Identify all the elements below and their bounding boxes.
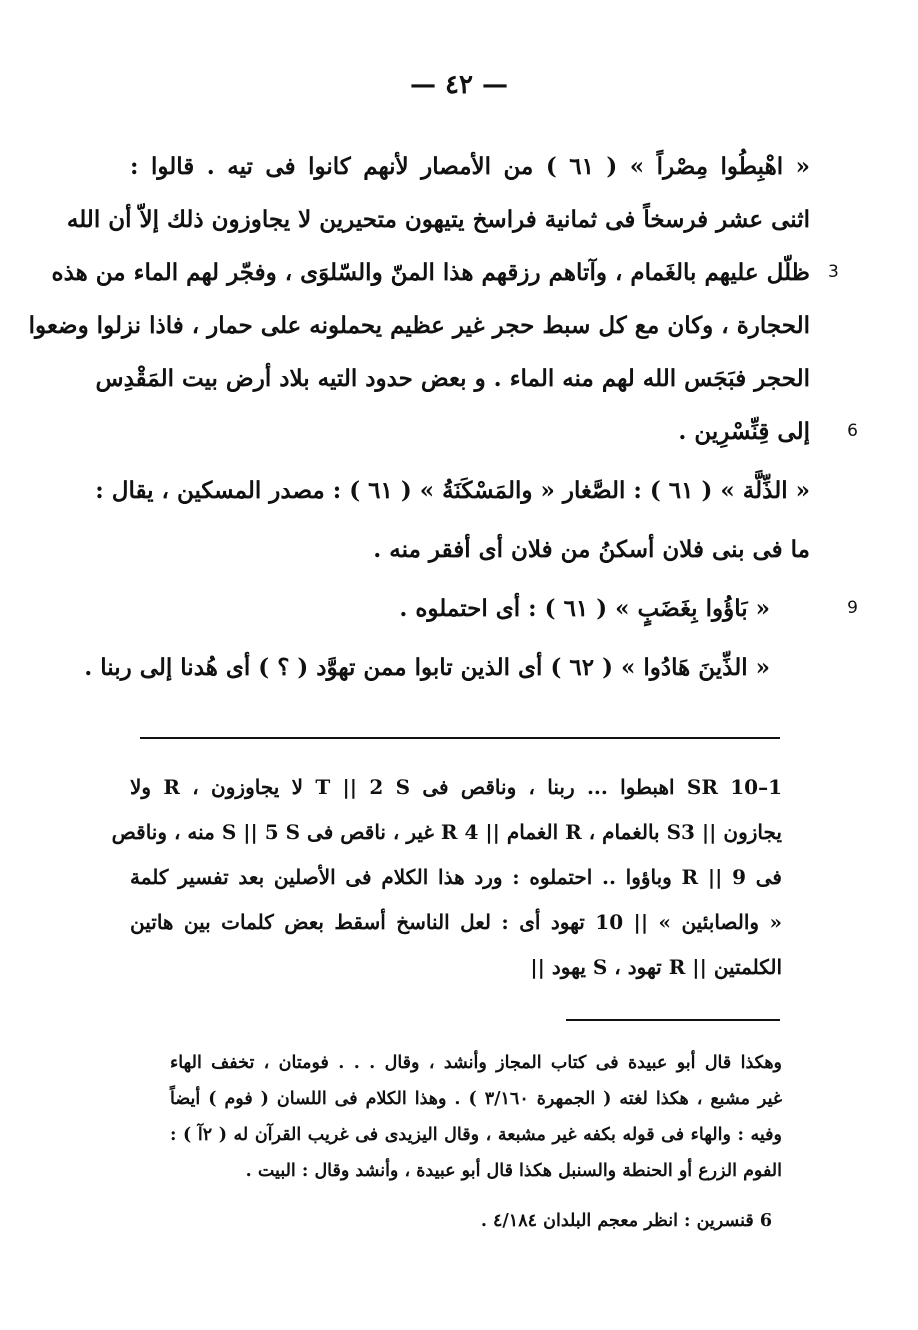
main-text-body: [28, 140, 858, 694]
line-number-marker: 9: [847, 598, 858, 618]
line-text: « اهْبِطُوا مِصْراً » ( ٦١ ) من الأمصار لأنهم كانوا فى تيه . قالوا :: [130, 153, 810, 180]
apparatus-separator-rule: [140, 737, 780, 739]
text-line: [28, 299, 810, 352]
page-number: — ٤٢ —: [409, 70, 509, 100]
text-line: [95, 464, 810, 517]
footnotes: [170, 1045, 782, 1239]
apparatus-line: يجازون || S3 بالغمام ، R الغمام || 4 R غير ، ناقص فى S || 5 S منه ، وناقص: [111, 820, 782, 844]
apparatus-line: فى R || 9 وباؤوا .. احتملوه : ورد هذا الكلام فى الأصلين بعد تفسير كلمة: [130, 865, 782, 889]
line-text: اثنى عشر فرسخاً فى ثمانية فراسخ يتيهون متحيرين لا يجاوزون ذلك إلاّ أن الله: [66, 206, 810, 233]
line-text: ظلّل عليهم بالغَمام ، وآتاهم رزقهم هذا المنّ والسّلوَى ، وفجّر لهم الماء من هذه: [51, 259, 810, 286]
apparatus-line: الكلمتين || R تهود ، S يهود ||: [530, 955, 782, 979]
line-text: الحجر فبَجَس الله لهم منه الماء . و بعض حدود التيه بلاد أرض بيت المَقْدِس: [95, 365, 810, 392]
apparatus-line: SR 10–1 اهبطوا ... ربنا ، وناقص فى T || 2 S لا يجاوزون ، R ولا: [130, 775, 783, 799]
text-line: [84, 641, 810, 694]
footnote-line: الفوم الزرع أو الحنطة والسنبل هكذا قال أبو عبيدة ، وأنشد وقال : البيت .: [245, 1161, 782, 1181]
line-text: الحجارة ، وكان مع كل سبط حجر غير عظيم يحملونه على حمار ، فاذا نزلوا وضعوا: [28, 312, 810, 339]
footnote-line: وهكذا قال أبو عبيدة فى كتاب المجاز وأنشد ، وقال . . . فومتان ، تخفف الهاء: [170, 1053, 782, 1073]
text-line: [130, 523, 810, 576]
critical-apparatus: [111, 765, 783, 990]
line-text: ما فى بنى فلان أسكنُ من فلان أى أفقر منه .: [373, 536, 810, 563]
line-text: « الذِّينَ هَادُوا » ( ٦٢ ) أى الذين تابوا ممن تهوَّد ( ؟ ) أى هُدنا إلى ربنا .: [84, 654, 770, 681]
line-number-marker: 3: [828, 262, 839, 282]
text-line: [130, 582, 858, 635]
text-line: [51, 246, 839, 299]
footnote-note: 6 قنسرين : انظر معجم البلدان ٤/١٨٤ .: [480, 1211, 772, 1231]
line-text: « بَاؤُوا بِغَضَبٍ » ( ٦١ ) : أى احتملوه .: [399, 595, 770, 622]
text-line: [130, 140, 810, 193]
line-number-marker: 6: [847, 421, 858, 441]
text-line: [95, 352, 810, 405]
apparatus-line: « والصابئين » || 10 تهود أى : لعل الناسخ أسقط بعض كلمات بين هاتين: [130, 910, 782, 934]
text-line: [66, 193, 810, 246]
footnote-separator-rule: [566, 1019, 780, 1021]
line-text: « الذِّلَّة » ( ٦١ ) : الصَّغار « والمَسْكَنَةُ » ( ٦١ ) : مصدر المسكين ، يقال :: [95, 477, 810, 504]
footnote-line: وفيه : والهاء فى قوله بكفه غير مشبعة ، وقال اليزيدى فى غريب القرآن له ( ٢آ ) :: [170, 1125, 782, 1145]
footnote-line: غير مشبع ، هكذا لغته ( الجمهرة ٣/١٦٠ ) . وهذا الكلام فى اللسان ( فوم ) أيضاً: [170, 1089, 783, 1109]
text-line: [130, 405, 858, 458]
line-text: إلى قِنِّسْرِين .: [678, 418, 810, 445]
